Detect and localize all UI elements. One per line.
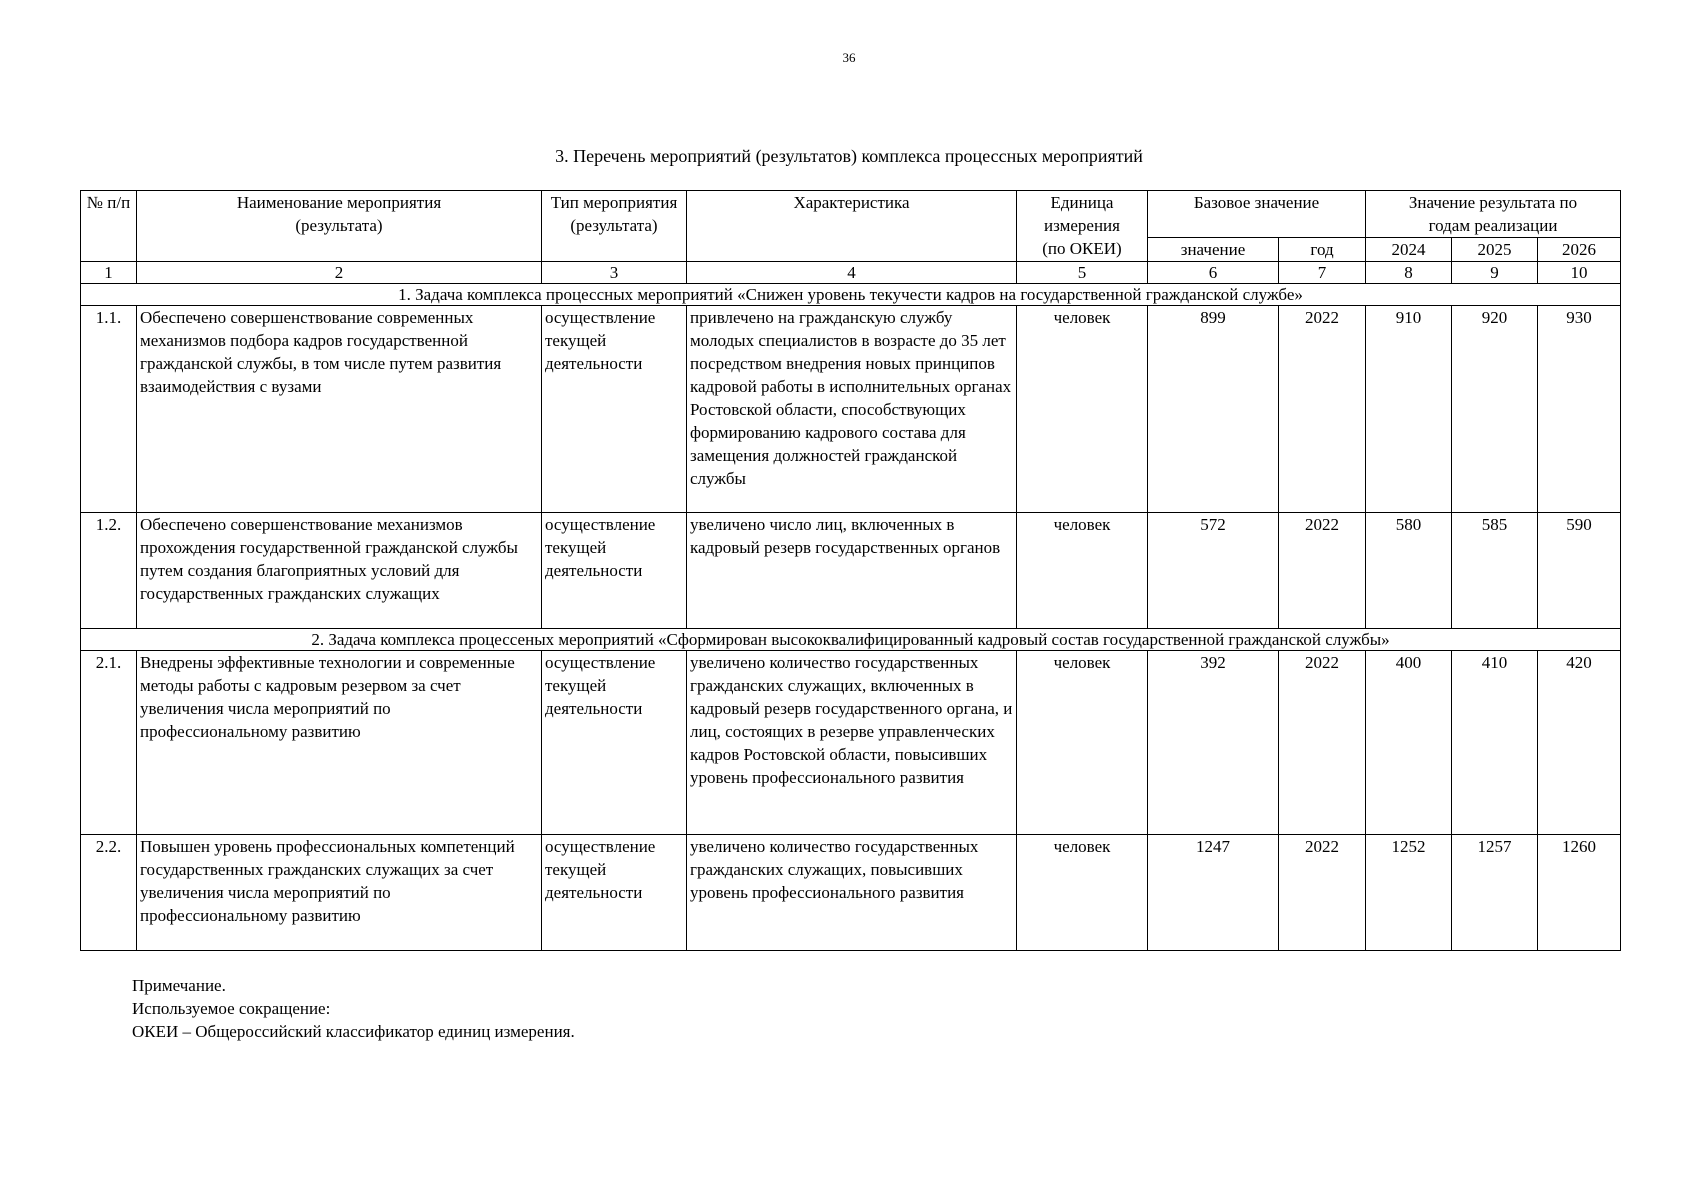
row-base-value: 392 [1148,651,1279,835]
row-num: 2.1. [81,651,137,835]
row-value-2024: 1252 [1366,835,1452,951]
column-index: 10 [1538,262,1621,284]
row-base-value: 572 [1148,513,1279,629]
table-row [81,513,1621,629]
row-type: осуществление текущей деятельности [542,651,687,835]
column-index: 2 [137,262,542,284]
header-result: Значение результата по годам реализации [1366,191,1621,238]
header-base-value: значение [1148,238,1279,262]
row-base-value: 1247 [1148,835,1279,951]
column-index: 7 [1279,262,1366,284]
row-num: 1.1. [81,306,137,513]
row-unit: человек [1017,306,1148,513]
row-value-2025: 410 [1452,651,1538,835]
row-type: осуществление текущей деятельности [542,835,687,951]
notes [132,974,575,1043]
row-num: 1.2. [81,513,137,629]
header-year-2025: 2025 [1452,238,1538,262]
page-number: 36 [842,50,856,65]
table-row [81,306,1621,513]
column-index-row [81,262,1621,284]
row-value-2026: 590 [1538,513,1621,629]
header-base: Базовое значение [1148,191,1366,238]
header-type: Тип мероприятия (результата) [542,191,687,262]
table-row [81,835,1621,951]
header-year-2026: 2026 [1538,238,1621,262]
row-type: осуществление текущей деятельности [542,306,687,513]
column-index: 6 [1148,262,1279,284]
task-1-title: 1. Задача комплекса процессных мероприятий «Снижен уровень текучести кадров на государственной гражданской службе» [81,284,1621,306]
row-name: Внедрены эффективные технологии и современные методы работы с кадровым резервом за счет увеличения числа мероприятий по профессиональному развитию [137,651,542,835]
row-value-2026: 930 [1538,306,1621,513]
row-type: осуществление текущей деятельности [542,513,687,629]
table-row [81,651,1621,835]
row-base-year: 2022 [1279,513,1366,629]
row-characteristic: увеличено количество государственных гражданских служащих, повысивших уровень профессионального развития [687,835,1017,951]
header-num: № п/п [81,191,137,262]
row-unit: человек [1017,651,1148,835]
row-value-2024: 400 [1366,651,1452,835]
task-2-title: 2. Задача комплекса процессеных мероприятий «Сформирован высококвалифицированный кадровый состав государственной гражданской службы» [81,629,1621,651]
header-unit: Единица измерения (по ОКЕИ) [1017,191,1148,262]
row-num: 2.2. [81,835,137,951]
row-characteristic: привлечено на гражданскую службу молодых специалистов в возрасте до 35 лет посредством внедрения новых принципов кадровой работы в исполнительных органах Ростовской области, способствующих формированию кадрового состава для замещения должностей гражданской службы [687,306,1017,513]
task-row [81,284,1621,306]
task-row [81,629,1621,651]
row-name: Обеспечено совершенствование механизмов прохождения государственной гражданской службы путем создания благоприятных условий для государственных гражданских служащих [137,513,542,629]
row-base-value: 899 [1148,306,1279,513]
row-base-year: 2022 [1279,651,1366,835]
row-base-year: 2022 [1279,306,1366,513]
header-name: Наименование мероприятия (результата) [137,191,542,262]
row-value-2025: 585 [1452,513,1538,629]
header-characteristic: Характеристика [687,191,1017,262]
row-value-2024: 580 [1366,513,1452,629]
row-value-2025: 920 [1452,306,1538,513]
column-index: 3 [542,262,687,284]
measures-table [80,190,1621,951]
header-row [81,191,1621,238]
row-value-2026: 420 [1538,651,1621,835]
header-year-2024: 2024 [1366,238,1452,262]
row-value-2024: 910 [1366,306,1452,513]
row-characteristic: увеличено число лиц, включенных в кадровый резерв государственных органов [687,513,1017,629]
row-unit: человек [1017,513,1148,629]
notes-abbreviation-label: Используемое сокращение: [132,999,331,1018]
column-index: 4 [687,262,1017,284]
row-unit: человек [1017,835,1148,951]
column-index: 5 [1017,262,1148,284]
row-value-2025: 1257 [1452,835,1538,951]
section-title: 3. Перечень мероприятий (результатов) комплекса процессных мероприятий [555,146,1143,166]
column-index: 8 [1366,262,1452,284]
row-name: Повышен уровень профессиональных компетенций государственных гражданских служащих за счет увеличения числа мероприятий по профессиональному развитию [137,835,542,951]
row-value-2026: 1260 [1538,835,1621,951]
header-base-year: год [1279,238,1366,262]
column-index: 1 [81,262,137,284]
column-index: 9 [1452,262,1538,284]
notes-title: Примечание. [132,976,226,995]
row-name: Обеспечено совершенствование современных механизмов подбора кадров государственной гражданской службы, в том числе путем развития взаимодействия с вузами [137,306,542,513]
row-base-year: 2022 [1279,835,1366,951]
notes-abbreviation-okei: ОКЕИ – Общероссийский классификатор единиц измерения. [132,1022,575,1041]
row-characteristic: увеличено количество государственных гражданских служащих, включенных в кадровый резерв государственного органа, и лиц, состоящих в резерве управленческих кадров Ростовской области, повысивших уровень профессионального развития [687,651,1017,835]
